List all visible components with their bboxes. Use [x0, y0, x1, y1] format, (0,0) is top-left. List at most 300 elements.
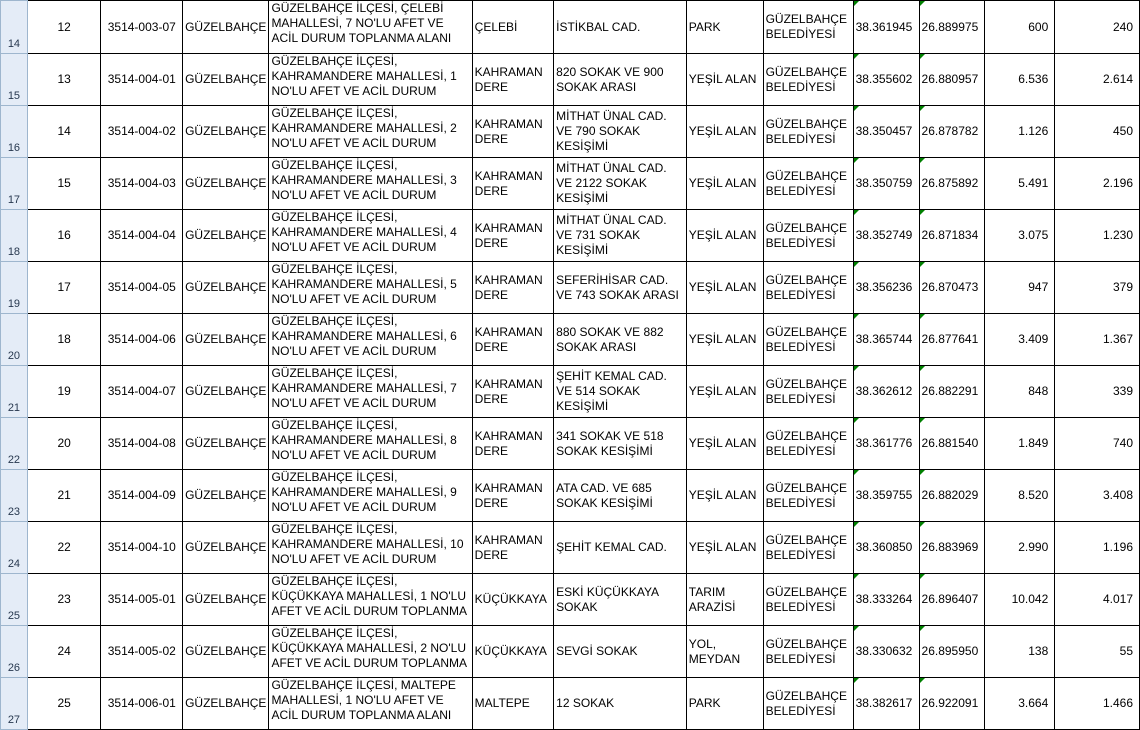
cell-alan-adi[interactable] [269, 574, 472, 626]
cell-ilce-value: GÜZELBAHÇE [185, 696, 267, 710]
row-number: 20 [7, 350, 21, 362]
cell-konum[interactable] [554, 158, 687, 210]
cell-kurum[interactable] [763, 314, 853, 366]
cell-ilce-value: GÜZELBAHÇE [185, 176, 267, 190]
cell-kurum[interactable] [763, 522, 853, 574]
cell-mahalle-value: KAHRAMANDERE [474, 428, 543, 458]
cell-kurum[interactable] [763, 158, 853, 210]
cell-mahalle[interactable] [472, 626, 553, 678]
cell-alan-adi-value: GÜZELBAHÇE İLÇESİ, KAHRAMANDERE MAHALLESİ, 8 NO'LU AFET VE ACİL DURUM [271, 418, 457, 462]
cell-kurum-value: GÜZELBAHÇE BELEDİYESİ [765, 220, 847, 250]
cell-mahalle-value: KAHRAMANDERE [474, 272, 543, 302]
row-number: 25 [7, 610, 21, 622]
cell-sira-no[interactable] [27, 314, 101, 366]
cell-kurum[interactable] [763, 106, 853, 158]
cell-konum-value: 880 SOKAK VE 882 SOKAK ARASI [556, 324, 664, 354]
cell-alan-m2[interactable] [985, 366, 1055, 418]
cell-alan-turu[interactable] [686, 678, 763, 730]
cell-alan-kodu[interactable] [101, 262, 183, 314]
cell-alan-adi[interactable] [269, 470, 472, 522]
cell-mahalle[interactable] [472, 262, 553, 314]
cell-enlem[interactable] [853, 54, 919, 106]
cell-konum[interactable] [554, 522, 687, 574]
cell-enlem[interactable] [853, 626, 919, 678]
cell-sira-no-value: 14 [57, 124, 71, 138]
table-row [1, 522, 1140, 574]
cell-konum-value: 12 SOKAK [556, 696, 615, 710]
cell-ilce[interactable] [183, 262, 269, 314]
cell-alan-turu-value: PARK [688, 19, 721, 34]
cell-alan-turu[interactable] [686, 626, 763, 678]
cell-boylam-value: 26.896407 [921, 592, 979, 606]
cell-alan-kodu[interactable] [101, 470, 183, 522]
cell-enlem-value: 38.361945 [855, 19, 913, 34]
cell-konum-value: ŞEHİT KEMAL CAD. VE 514 SOKAK KESİŞİMİ [556, 369, 667, 413]
cell-alan-kodu-value: 3514-004-07 [107, 384, 176, 398]
cell-ilce-value: GÜZELBAHÇE [185, 436, 267, 450]
cell-alan-adi[interactable] [269, 1, 472, 54]
cell-sira-no-value: 12 [57, 19, 71, 34]
cell-alan-adi[interactable] [269, 106, 472, 158]
cell-alan-turu[interactable] [686, 54, 763, 106]
cell-alan-kodu-value: 3514-004-05 [107, 280, 176, 294]
cell-konum[interactable] [554, 366, 687, 418]
cell-sira-no[interactable] [27, 106, 101, 158]
cell-alan-turu[interactable] [686, 314, 763, 366]
cell-alan-m2[interactable] [985, 574, 1055, 626]
cell-ilce[interactable] [183, 366, 269, 418]
cell-alan-turu[interactable] [686, 1, 763, 54]
cell-kurum-value: GÜZELBAHÇE BELEDİYESİ [765, 532, 847, 562]
cell-konum[interactable] [554, 54, 687, 106]
cell-konum[interactable] [554, 678, 687, 730]
cell-enlem[interactable] [853, 678, 919, 730]
cell-ilce[interactable] [183, 314, 269, 366]
cell-mahalle-value: KAHRAMANDERE [474, 324, 543, 354]
table-row [1, 574, 1140, 626]
cell-alan-kodu-value: 3514-004-10 [107, 540, 176, 554]
cell-kurum-value: GÜZELBAHÇE BELEDİYESİ [765, 636, 847, 666]
cell-alan-adi-value: GÜZELBAHÇE İLÇESİ, ÇELEBİ MAHALLESİ, 7 NO'LU AFET VE ACİL DURUM TOPLANMA ALANI [271, 1, 452, 45]
cell-mahalle[interactable] [472, 158, 553, 210]
table-row [1, 158, 1140, 210]
cell-kurum[interactable] [763, 678, 853, 730]
cell-enlem-value: 38.382617 [855, 696, 913, 710]
cell-alan-m2[interactable] [985, 470, 1055, 522]
cell-alan-adi-value: GÜZELBAHÇE İLÇESİ, KAHRAMANDERE MAHALLESİ, 9 NO'LU AFET VE ACİL DURUM [271, 470, 457, 514]
cell-sira-no[interactable] [27, 418, 101, 470]
cell-boylam[interactable] [919, 574, 985, 626]
cell-enlem-value: 38.365744 [855, 332, 913, 346]
cell-kapasite-value: 4.017 [1102, 592, 1133, 606]
cell-alan-adi-value: GÜZELBAHÇE İLÇESİ, KAHRAMANDERE MAHALLESİ, 2 NO'LU AFET VE ACİL DURUM [271, 106, 457, 150]
cell-alan-turu-value: YEŞİL ALAN [688, 332, 757, 346]
cell-alan-kodu[interactable] [101, 678, 183, 730]
cell-alan-m2-value: 848 [1028, 384, 1049, 398]
cell-enlem[interactable] [853, 106, 919, 158]
row-header[interactable] [1, 678, 28, 730]
cell-alan-kodu-value: 3514-004-01 [107, 72, 176, 86]
cell-alan-adi-value: GÜZELBAHÇE İLÇESİ, KAHRAMANDERE MAHALLESİ, 4 NO'LU AFET VE ACİL DURUM [271, 210, 457, 254]
cell-kurum-value: GÜZELBAHÇE BELEDİYESİ [765, 584, 847, 614]
cell-kapasite[interactable] [1055, 678, 1140, 730]
row-number: 26 [7, 662, 21, 674]
cell-alan-turu-value: YOL, MEYDAN [688, 636, 741, 666]
cell-kurum[interactable] [763, 418, 853, 470]
table-row [1, 678, 1140, 730]
cell-alan-kodu[interactable] [101, 106, 183, 158]
cell-alan-kodu[interactable] [101, 626, 183, 678]
cell-alan-turu[interactable] [686, 210, 763, 262]
cell-alan-adi[interactable] [269, 314, 472, 366]
cell-enlem[interactable] [853, 314, 919, 366]
cell-kapasite[interactable] [1055, 574, 1140, 626]
cell-kapasite[interactable] [1055, 1, 1140, 54]
cell-ilce-value: GÜZELBAHÇE [185, 280, 267, 294]
cell-boylam-value: 26.922091 [921, 696, 979, 710]
cell-alan-m2[interactable] [985, 106, 1055, 158]
cell-alan-turu[interactable] [686, 158, 763, 210]
cell-ilce-value: GÜZELBAHÇE [185, 228, 267, 242]
cell-enlem[interactable] [853, 574, 919, 626]
cell-alan-m2-value: 138 [1028, 644, 1049, 658]
cell-boylam[interactable] [919, 678, 985, 730]
cell-kapasite-value: 339 [1112, 384, 1133, 398]
cell-alan-turu[interactable] [686, 470, 763, 522]
cell-ilce[interactable] [183, 1, 269, 54]
cell-alan-m2[interactable] [985, 314, 1055, 366]
cell-mahalle[interactable] [472, 106, 553, 158]
cell-boylam[interactable] [919, 314, 985, 366]
row-header[interactable] [1, 574, 28, 626]
cell-alan-kodu[interactable] [101, 210, 183, 262]
cell-mahalle[interactable] [472, 314, 553, 366]
cell-alan-m2[interactable] [985, 262, 1055, 314]
cell-kurum[interactable] [763, 574, 853, 626]
cell-alan-m2[interactable] [985, 522, 1055, 574]
cell-konum[interactable] [554, 418, 687, 470]
cell-sira-no-value: 22 [57, 540, 71, 554]
cell-mahalle-value: KAHRAMANDERE [474, 532, 543, 562]
cell-alan-m2-value: 2.990 [1018, 540, 1049, 554]
cell-boylam-value: 26.875892 [921, 176, 979, 190]
cell-enlem[interactable] [853, 366, 919, 418]
cell-alan-adi-value: GÜZELBAHÇE İLÇESİ, KAHRAMANDERE MAHALLESİ, 10 NO'LU AFET VE ACİL DURUM [271, 522, 464, 566]
cell-enlem-value: 38.356236 [855, 280, 913, 294]
cell-kapasite[interactable] [1055, 626, 1140, 678]
cell-mahalle[interactable] [472, 418, 553, 470]
cell-alan-adi[interactable] [269, 366, 472, 418]
cell-alan-turu-value: YEŞİL ALAN [688, 176, 757, 190]
cell-konum[interactable] [554, 106, 687, 158]
cell-enlem-value: 38.360850 [855, 540, 913, 554]
row-number: 27 [7, 714, 21, 726]
cell-boylam[interactable] [919, 210, 985, 262]
cell-alan-adi-value: GÜZELBAHÇE İLÇESİ, KAHRAMANDERE MAHALLESİ, 7 NO'LU AFET VE ACİL DURUM [271, 366, 457, 410]
table-row [1, 626, 1140, 678]
cell-sira-no[interactable] [27, 158, 101, 210]
cell-enlem[interactable] [853, 418, 919, 470]
cell-alan-turu[interactable] [686, 366, 763, 418]
cell-ilce-value: GÜZELBAHÇE [185, 540, 267, 554]
cell-konum-value: ESKİ KÜÇÜKKAYA SOKAK [556, 584, 659, 614]
cell-ilce-value: GÜZELBAHÇE [185, 644, 267, 658]
cell-kurum-value: GÜZELBAHÇE BELEDİYESİ [765, 480, 847, 510]
cell-ilce[interactable] [183, 54, 269, 106]
cell-kapasite-value: 2.614 [1102, 72, 1133, 86]
cell-ilce-value: GÜZELBAHÇE [185, 384, 267, 398]
cell-konum-value: SEFERİHİSAR CAD. VE 743 SOKAK ARASI [556, 272, 679, 302]
cell-kurum-value: GÜZELBAHÇE BELEDİYESİ [765, 324, 847, 354]
cell-sira-no[interactable] [27, 1, 101, 54]
row-number: 24 [7, 558, 21, 570]
cell-sira-no[interactable] [27, 574, 101, 626]
cell-konum[interactable] [554, 210, 687, 262]
cell-alan-m2-value: 3.075 [1018, 228, 1049, 242]
cell-kapasite[interactable] [1055, 470, 1140, 522]
cell-boylam-value: 26.883969 [921, 540, 979, 554]
cell-ilce[interactable] [183, 210, 269, 262]
cell-mahalle[interactable] [472, 1, 553, 54]
cell-enlem[interactable] [853, 158, 919, 210]
cell-sira-no[interactable] [27, 678, 101, 730]
cell-sira-no[interactable] [27, 626, 101, 678]
cell-alan-m2[interactable] [985, 54, 1055, 106]
cell-kurum[interactable] [763, 1, 853, 54]
cell-kurum[interactable] [763, 470, 853, 522]
cell-alan-turu[interactable] [686, 418, 763, 470]
cell-ilce-value: GÜZELBAHÇE [185, 332, 267, 346]
cell-alan-turu[interactable] [686, 262, 763, 314]
row-header[interactable] [1, 418, 28, 470]
cell-alan-kodu-value: 3514-004-08 [107, 436, 176, 450]
cell-kurum[interactable] [763, 54, 853, 106]
cell-kapasite[interactable] [1055, 158, 1140, 210]
cell-alan-m2[interactable] [985, 418, 1055, 470]
cell-alan-adi[interactable] [269, 678, 472, 730]
cell-konum-value: MİTHAT ÜNAL CAD. VE 790 SOKAK KESİŞİMİ [556, 109, 667, 153]
cell-boylam-value: 26.880957 [921, 72, 979, 86]
row-header[interactable] [1, 366, 28, 418]
row-header[interactable] [1, 158, 28, 210]
cell-boylam[interactable] [919, 470, 985, 522]
cell-alan-kodu-value: 3514-004-06 [107, 332, 176, 346]
cell-kapasite[interactable] [1055, 522, 1140, 574]
cell-alan-turu-value: TARIM ARAZİSİ [688, 584, 736, 614]
cell-kapasite[interactable] [1055, 418, 1140, 470]
row-header[interactable] [1, 626, 28, 678]
cell-konum[interactable] [554, 470, 687, 522]
cell-alan-kodu[interactable] [101, 54, 183, 106]
cell-alan-kodu[interactable] [101, 574, 183, 626]
cell-boylam-value: 26.877641 [921, 332, 979, 346]
cell-alan-turu-value: YEŞİL ALAN [688, 124, 757, 138]
cell-ilce[interactable] [183, 522, 269, 574]
row-header[interactable] [1, 54, 28, 106]
cell-boylam-value: 26.870473 [921, 280, 979, 294]
cell-alan-adi-value: GÜZELBAHÇE İLÇESİ, KAHRAMANDERE MAHALLESİ, 3 NO'LU AFET VE ACİL DURUM [271, 158, 457, 202]
cell-alan-turu[interactable] [686, 522, 763, 574]
table-row [1, 106, 1140, 158]
cell-boylam[interactable] [919, 522, 985, 574]
cell-mahalle-value: ÇELEBİ [474, 19, 518, 34]
cell-ilce[interactable] [183, 678, 269, 730]
cell-sira-no[interactable] [27, 470, 101, 522]
cell-konum-value: MİTHAT ÜNAL CAD. VE 731 SOKAK KESİŞİMİ [556, 213, 667, 257]
cell-mahalle-value: KAHRAMANDERE [474, 116, 543, 146]
cell-mahalle[interactable] [472, 522, 553, 574]
row-header[interactable] [1, 1, 28, 54]
cell-enlem[interactable] [853, 522, 919, 574]
cell-kapasite[interactable] [1055, 366, 1140, 418]
cell-alan-kodu-value: 3514-004-04 [107, 228, 176, 242]
cell-ilce[interactable] [183, 158, 269, 210]
cell-konum[interactable] [554, 1, 687, 54]
cell-alan-kodu-value: 3514-004-02 [107, 124, 176, 138]
cell-kurum[interactable] [763, 366, 853, 418]
cell-konum[interactable] [554, 262, 687, 314]
row-header[interactable] [1, 210, 28, 262]
cell-alan-kodu[interactable] [101, 418, 183, 470]
cell-enlem-value: 38.352749 [855, 228, 913, 242]
cell-ilce-value: GÜZELBAHÇE [185, 124, 267, 138]
cell-alan-m2[interactable] [985, 626, 1055, 678]
cell-boylam[interactable] [919, 262, 985, 314]
cell-mahalle[interactable] [472, 574, 553, 626]
cell-ilce[interactable] [183, 418, 269, 470]
cell-kurum[interactable] [763, 262, 853, 314]
cell-boylam[interactable] [919, 626, 985, 678]
cell-enlem[interactable] [853, 210, 919, 262]
cell-boylam[interactable] [919, 1, 985, 54]
cell-enlem-value: 38.350457 [855, 124, 913, 138]
cell-alan-kodu[interactable] [101, 158, 183, 210]
cell-alan-kodu[interactable] [101, 1, 183, 54]
cell-alan-kodu[interactable] [101, 522, 183, 574]
cell-kapasite[interactable] [1055, 54, 1140, 106]
cell-konum-value: 341 SOKAK VE 518 SOKAK KESİŞİMİ [556, 428, 664, 458]
cell-alan-adi[interactable] [269, 210, 472, 262]
cell-alan-adi[interactable] [269, 626, 472, 678]
row-header[interactable] [1, 522, 28, 574]
row-header[interactable] [1, 106, 28, 158]
cell-kapasite[interactable] [1055, 262, 1140, 314]
table-row [1, 54, 1140, 106]
cell-kurum[interactable] [763, 626, 853, 678]
cell-kapasite-value: 740 [1112, 436, 1133, 450]
table-row [1, 1, 1140, 54]
cell-kapasite[interactable] [1055, 314, 1140, 366]
cell-mahalle[interactable] [472, 366, 553, 418]
cell-sira-no[interactable] [27, 210, 101, 262]
cell-alan-adi-value: GÜZELBAHÇE İLÇESİ, KÜÇÜKKAYA MAHALLESİ, 2 NO'LU AFET VE ACİL DURUM TOPLANMA [271, 626, 468, 670]
cell-alan-adi[interactable] [269, 418, 472, 470]
cell-alan-turu-value: YEŞİL ALAN [688, 72, 757, 86]
cell-sira-no[interactable] [27, 54, 101, 106]
cell-kapasite-value: 1.230 [1102, 228, 1133, 242]
cell-konum[interactable] [554, 574, 687, 626]
cell-konum[interactable] [554, 626, 687, 678]
table-row [1, 262, 1140, 314]
cell-ilce-value: GÜZELBAHÇE [185, 19, 267, 34]
cell-boylam[interactable] [919, 106, 985, 158]
cell-alan-kodu-value: 3514-004-09 [107, 488, 176, 502]
cell-boylam[interactable] [919, 366, 985, 418]
cell-konum-value: İSTİKBAL CAD. [556, 19, 641, 34]
cell-ilce[interactable] [183, 626, 269, 678]
cell-boylam[interactable] [919, 418, 985, 470]
cell-ilce[interactable] [183, 574, 269, 626]
cell-mahalle[interactable] [472, 54, 553, 106]
cell-kapasite-value: 2.196 [1102, 176, 1133, 190]
cell-enlem[interactable] [853, 1, 919, 54]
cell-enlem-value: 38.330632 [855, 644, 913, 658]
cell-alan-m2[interactable] [985, 158, 1055, 210]
cell-enlem[interactable] [853, 262, 919, 314]
cell-alan-adi-value: GÜZELBAHÇE İLÇESİ, KAHRAMANDERE MAHALLESİ, 5 NO'LU AFET VE ACİL DURUM [271, 262, 457, 306]
cell-mahalle[interactable] [472, 470, 553, 522]
cell-alan-kodu[interactable] [101, 366, 183, 418]
cell-kapasite[interactable] [1055, 210, 1140, 262]
cell-enlem-value: 38.350759 [855, 176, 913, 190]
cell-sira-no-value: 17 [57, 280, 71, 294]
cell-mahalle[interactable] [472, 210, 553, 262]
cell-mahalle-value: KAHRAMANDERE [474, 220, 543, 250]
cell-alan-adi[interactable] [269, 158, 472, 210]
row-header[interactable] [1, 262, 28, 314]
cell-alan-adi[interactable] [269, 522, 472, 574]
cell-kurum-value: GÜZELBAHÇE BELEDİYESİ [765, 12, 847, 41]
cell-sira-no[interactable] [27, 366, 101, 418]
cell-alan-m2-value: 1.126 [1018, 124, 1049, 138]
cell-kapasite[interactable] [1055, 106, 1140, 158]
cell-sira-no[interactable] [27, 262, 101, 314]
cell-mahalle[interactable] [472, 678, 553, 730]
cell-alan-m2[interactable] [985, 210, 1055, 262]
cell-enlem-value: 38.361776 [855, 436, 913, 450]
cell-boylam[interactable] [919, 54, 985, 106]
cell-alan-m2[interactable] [985, 678, 1055, 730]
cell-kurum[interactable] [763, 210, 853, 262]
row-number: 21 [7, 402, 21, 414]
cell-alan-m2[interactable] [985, 1, 1055, 54]
row-header[interactable] [1, 470, 28, 522]
cell-sira-no-value: 20 [57, 436, 71, 450]
cell-enlem[interactable] [853, 470, 919, 522]
cell-enlem-value: 38.355602 [855, 72, 913, 86]
cell-alan-adi[interactable] [269, 262, 472, 314]
row-header[interactable] [1, 314, 28, 366]
row-number: 18 [7, 246, 21, 258]
cell-sira-no[interactable] [27, 522, 101, 574]
cell-kurum-value: GÜZELBAHÇE BELEDİYESİ [765, 428, 847, 458]
cell-konum-value: 820 SOKAK VE 900 SOKAK ARASI [556, 64, 664, 94]
cell-alan-kodu[interactable] [101, 314, 183, 366]
cell-kurum-value: GÜZELBAHÇE BELEDİYESİ [765, 168, 847, 198]
cell-alan-kodu-value: 3514-003-07 [107, 19, 176, 34]
cell-enlem-value: 38.362612 [855, 384, 913, 398]
cell-konum[interactable] [554, 314, 687, 366]
cell-alan-turu[interactable] [686, 106, 763, 158]
cell-alan-adi[interactable] [269, 54, 472, 106]
cell-boylam[interactable] [919, 158, 985, 210]
cell-konum-value: MİTHAT ÜNAL CAD. VE 2122 SOKAK KESİŞİMİ [556, 161, 667, 205]
cell-ilce[interactable] [183, 106, 269, 158]
cell-alan-turu[interactable] [686, 574, 763, 626]
cell-ilce[interactable] [183, 470, 269, 522]
cell-alan-turu-value: YEŞİL ALAN [688, 540, 757, 554]
cell-kapasite-value: 1.466 [1102, 696, 1133, 710]
